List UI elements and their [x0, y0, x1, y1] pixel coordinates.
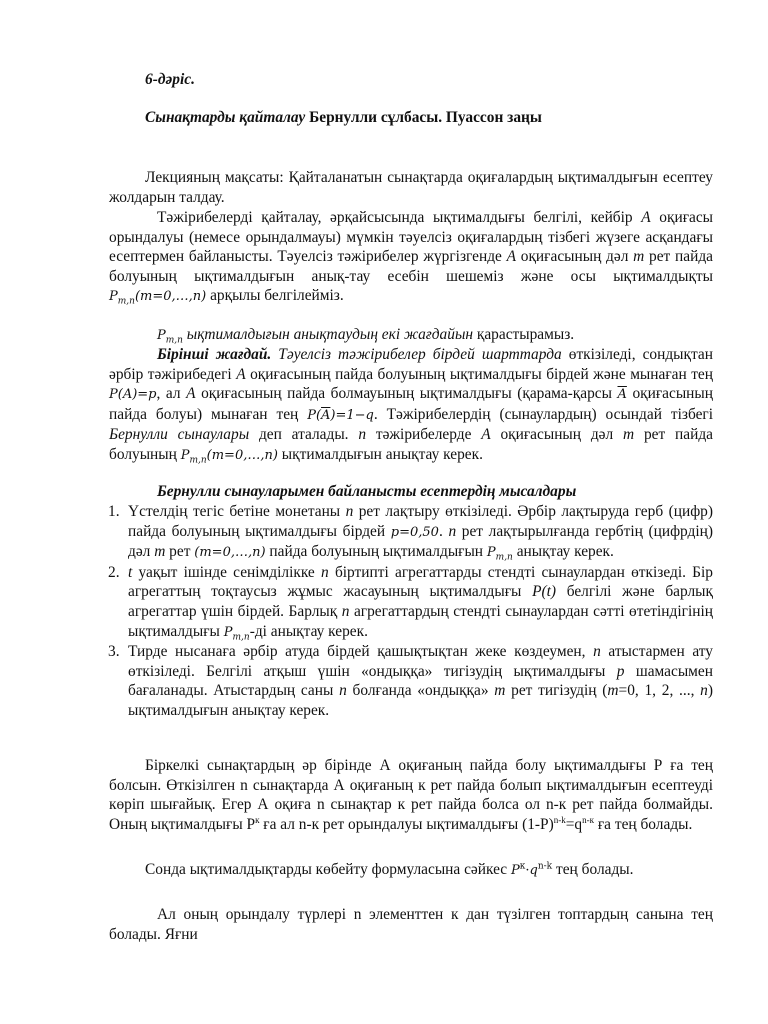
text: рет: [165, 543, 195, 561]
superscript: n-k: [553, 814, 566, 825]
formula-P: P: [180, 447, 190, 463]
text: .: [438, 522, 449, 540]
formula-P: P: [223, 624, 233, 640]
superscript: n-к: [582, 814, 594, 825]
symbol-n: n: [339, 682, 347, 700]
formula-P: P: [486, 545, 496, 561]
bernoulli-derivation-paragraph: [109, 756, 713, 834]
combinations-paragraph: [109, 905, 713, 944]
symbol-m: m: [623, 426, 635, 444]
text: Ал оның орындалу түрлері n элементтен к дан түзілген топтардың санына тең болады. Яғни: [109, 906, 713, 943]
symbol-m: m: [154, 543, 166, 561]
text: ) ықтималдығын анықтау керек.: [128, 682, 713, 719]
text: рет пайда болуының: [109, 426, 713, 463]
text: =0, 1, 2, ...,: [618, 682, 701, 700]
formula-args: (m=0,…,n): [206, 447, 278, 463]
text: ықтималдығын анықтау керек.: [277, 445, 483, 463]
formula-P: P: [510, 863, 520, 878]
list-number: 3.: [108, 643, 120, 661]
text: тең болады.: [555, 861, 634, 878]
text: Біркелкі сынақтардың әр бірінде А оқиғаның пайда болу ықтималдығы Р ға тең болсын. Өткізілген n сынақтарда А оқиғаның к рет пайда болып ықтималдығын есептеуді көріп шығайық. Егер А оқиға n сынақтар к рет пайда болса ол n-к рет пайда болмайды. Оның ықтималдығы Р: [109, 757, 713, 833]
formula-part: P(: [307, 407, 322, 423]
italic-term: Бернулли сынаулары: [109, 426, 250, 444]
text: -ді анықтау керек.: [249, 622, 368, 640]
multiplication-formula-paragraph: [109, 860, 713, 881]
text: ға ал n-к рет орындалуы ықтималдығы (1-Р): [259, 815, 554, 833]
text: рет лақтыру өткізіледі. Әрбір лақтыруда герб (цифр) пайда болуының ықтималдығы бірдей: [128, 503, 713, 540]
text: рет лақтырылғанда гербтің (цифрдің) дәл: [128, 522, 713, 561]
aim-text: Лекцияның мақсаты: Қайталанатын сынақтарда оқиғалардың ықтималдығын есептеу жолдарын талдау.: [109, 169, 713, 206]
formula-P: P: [109, 289, 118, 305]
text: тәжірибелерде: [366, 426, 482, 444]
superscript: n-k: [537, 861, 553, 872]
formula-q: q: [529, 863, 538, 878]
symbol-n: n: [358, 426, 367, 444]
symbol-n: n: [448, 522, 457, 540]
formula-A-bar: $\overline{A}$: [321, 407, 331, 423]
formula-P-A-equals-p: P(A)=p: [109, 387, 157, 403]
formula-part: )=1−q: [330, 407, 374, 423]
symbol-A: A: [236, 365, 246, 383]
formula-subscript: m,n: [117, 296, 135, 307]
symbol-n: n: [593, 643, 601, 661]
superscript: к: [519, 861, 526, 872]
text: оқиғасының пайда болуы) мынаған тең: [109, 385, 713, 423]
text: шамасымен бағаланады. Атыстардың саны: [128, 662, 713, 700]
list-item: [108, 502, 713, 563]
lecture-title: [145, 108, 713, 128]
first-case-label: Бірінші жағдай.: [157, 346, 272, 363]
formula-subscript: m,n: [495, 552, 513, 563]
examples-heading: [157, 482, 713, 502]
text: қарастырамыз.: [473, 326, 575, 343]
text: өткізіледі, сондықтан әрбір тәжірибедегі: [109, 346, 713, 383]
text: оқиғасының дәл: [516, 248, 634, 266]
text: оқиғасының пайда болмауының ықтималдығы (қарама-қарсы: [195, 385, 618, 403]
formula-P-mn: [109, 289, 207, 307]
superscript: к: [255, 814, 260, 825]
symbol-n: n: [341, 602, 350, 620]
formula-P-k-q-n-k: [511, 863, 552, 878]
lecture-aim-paragraph: [109, 168, 713, 207]
lecture-label: [145, 70, 749, 90]
text: Сонда ықтималдықтарды көбейту формуласына сәйкес: [145, 861, 511, 878]
list-number: 2.: [108, 563, 120, 581]
formula-dot: ·: [525, 863, 530, 878]
formula-args: (m=0,…,n): [134, 289, 207, 305]
list-number: 1.: [108, 503, 120, 520]
text: белгілі және барлық агрегаттар үшін бірдей. Барлық: [128, 583, 713, 620]
text: Үстелдің тегіс бетіне монетаны: [128, 503, 346, 520]
formula-P-Abar: [307, 408, 374, 423]
list-item: [108, 563, 713, 643]
text: біртипті агрегаттарды стендті сынаулардан өткізеді. Бір агрегаттың тоқтаусыз жұмыс жасауының ықтималдығы: [128, 563, 713, 601]
text: арқылы белгілейміз.: [206, 287, 344, 305]
text: =q: [565, 815, 583, 833]
title-italic-part: Сынақтарды қайталау: [145, 109, 306, 126]
lecture-label-text: 6-дәріс.: [145, 71, 195, 88]
text: оқиғасының пайда болуының ықтималдығы бірдей және мынаған тең: [245, 365, 713, 383]
symbol-m: m: [633, 248, 645, 266]
text: атыстармен ату өткізіледі. Белгілі атқыш үшін «ондыққа» тигізудің ықтималдығы: [128, 643, 713, 680]
symbol-n: n: [700, 682, 708, 700]
formula-subscript: m,n: [165, 335, 183, 346]
text: оқиғасы орындалуы (немесе орындалмауы) мүмкін тәуелсіз оқиғалардың тізбегі жүзеге асқандағы есептермен байланысты. Тәуелсіз тәжірибелер жүргізгенде: [109, 209, 714, 266]
text: оқиғасының дәл: [490, 426, 623, 444]
symbol-A: A: [186, 385, 196, 403]
text: анықтау керек.: [512, 543, 614, 561]
text: , ал: [156, 385, 187, 403]
formula-subscript: m,n: [232, 632, 250, 643]
formula-P-mn: [223, 624, 250, 643]
symbol-n: n: [345, 503, 354, 520]
formula-P: P: [157, 328, 166, 343]
text: уақыт ішінде сенімділікке: [132, 563, 321, 581]
italic-text: Тәуелсіз тәжірибелер бірдей шарттарда: [271, 346, 562, 363]
symbol-A: A: [641, 209, 651, 226]
formula-p-value: p=0,50: [390, 524, 439, 540]
symbol-A: A: [506, 248, 517, 266]
intro-paragraph: [109, 208, 713, 307]
text: ға тең болады.: [594, 815, 693, 833]
text: пайда болуының ықтималдығын: [265, 543, 487, 561]
examples-heading-text: Бернулли сынауларымен байланысты есептердің мысалдары: [157, 483, 577, 500]
text: деп аталады.: [249, 426, 359, 444]
text: рет тигізудің (: [505, 682, 608, 700]
formula-P-mn: [180, 447, 278, 466]
symbol-m: m: [607, 682, 619, 700]
text: болғанда «ондыққа»: [346, 682, 495, 700]
formula-subscript: m,n: [189, 455, 207, 466]
formula-P-mn: [486, 545, 513, 563]
symbol-t: t: [128, 563, 133, 581]
symbol-n: n: [321, 563, 329, 581]
symbol-A: A: [481, 426, 491, 444]
symbol-m: m: [494, 682, 506, 700]
first-case-paragraph: [109, 345, 713, 466]
list-item: [108, 642, 713, 720]
text: Тәжірибелерді қайталау, әрқайсысында ықтималдығы белгілі, кейбір: [157, 209, 642, 226]
symbol-P-t: P(t): [532, 583, 557, 601]
text: агрегаттардың стендті сынаулардан сәтті өтетіндігінің ықтималдығы: [128, 602, 713, 640]
formula-m-range: (m=0,…,n): [194, 545, 266, 561]
text: Тирде нысанаға әрбір атуда бірдей қашықтықтан жеке көздеумен,: [128, 643, 594, 661]
examples-list: [108, 502, 713, 721]
text: . Тәжірибелердің (сынаулардың) осындай тізбегі: [373, 405, 713, 423]
formula-P-mn: [157, 328, 183, 346]
symbol-p: p: [616, 662, 625, 680]
text: рет пайда болуының ықтималдығын анық-тау есебін шешеміз және осы ықтималдықты: [109, 248, 713, 285]
title-bold-part: Бернулли сұлбасы. Пуассон заңы: [309, 109, 542, 126]
italic-text: ықтималдығын анықтаудың екі жағдайын: [182, 326, 474, 343]
two-cases-paragraph: [157, 325, 713, 346]
symbol-A-bar: $\overline{A}$: [617, 387, 627, 403]
